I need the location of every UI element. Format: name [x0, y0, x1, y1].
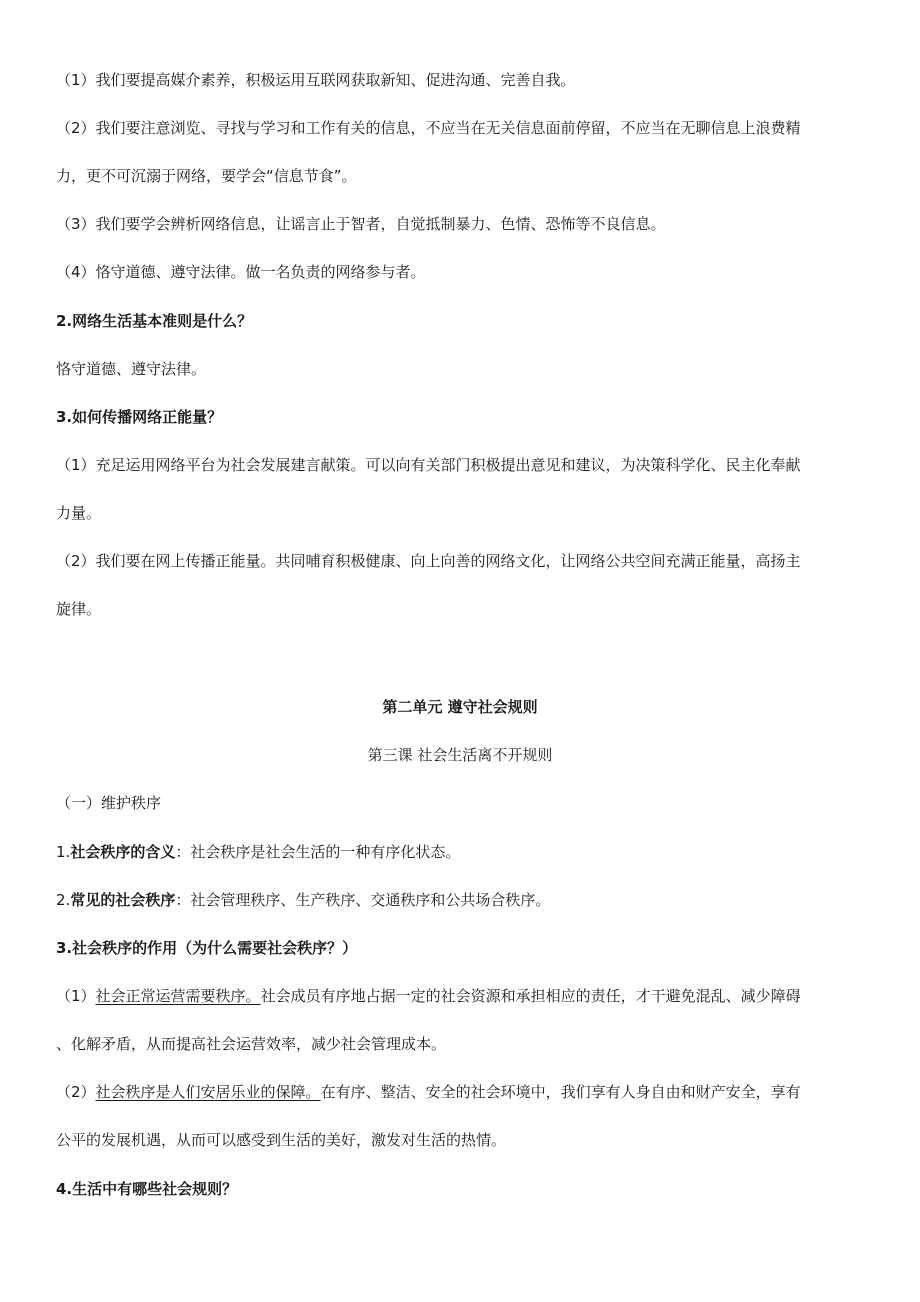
definition-social-order	[56, 842, 866, 862]
question-social-rules: 4.生活中有哪些社会规则？	[56, 1180, 238, 1198]
reason-number: （2）	[56, 1083, 96, 1101]
paragraph-browse-info: （2）我们要注意浏览、寻找与学习和工作有关的信息，不应当在无关信息面前停留，不应当在无聊信息上浪费精	[56, 119, 801, 137]
question-3-answer-1-cont: 力量。	[56, 504, 102, 522]
definition-text: ：社会管理秩序、生产秩序、交通秩序和公共场合秩序。	[175, 891, 551, 909]
paragraph-ethics-law: （4）恪守道德、遵守法律。做一名负责的网络参与者。	[56, 263, 426, 281]
paragraph-browse-info-cont: 力，更不可沉溺于网络，要学会“信息节食”。	[56, 167, 357, 185]
reason-1-text: 社会成员有序地占据一定的社会资源和承担相应的责任，才干避免混乱、减少障碍	[260, 987, 801, 1005]
definition-text: ：社会秩序是社会生活的一种有序化状态。	[175, 843, 461, 861]
reason-1-cont: 、化解矛盾，从而提高社会运营效率，减少社会管理成本。	[56, 1035, 447, 1053]
reason-number: （1）	[56, 987, 96, 1005]
term-common-orders: 常见的社会秩序	[70, 891, 176, 909]
common-social-orders	[56, 890, 866, 910]
question-social-order-role: 3.社会秩序的作用（为什么需要社会秩序？）	[56, 939, 358, 957]
question-2-answer: 恪守道德、遵守法律。	[56, 360, 207, 378]
lesson-title: 第三课 社会生活离不开规则	[367, 746, 553, 764]
paragraph-media-literacy: （1）我们要提高媒介素养，积极运用互联网获取新知、促进沟通、完善自我。	[56, 71, 576, 89]
reason-2	[56, 1082, 866, 1102]
item-number: 2.	[56, 891, 71, 909]
unit-title: 第二单元 遵守社会规则	[382, 698, 538, 716]
question-3-heading: 3.如何传播网络正能量？	[56, 408, 223, 426]
question-2-heading: 2.网络生活基本准则是什么？	[56, 312, 253, 330]
reason-1-key-point: 社会正常运营需要秩序。	[95, 987, 261, 1005]
question-3-answer-2-cont: 旋律。	[56, 600, 102, 618]
term-social-order-meaning: 社会秩序的含义	[70, 843, 176, 861]
reason-2-key-point: 社会秩序是人们安居乐业的保障。	[95, 1083, 321, 1101]
item-number: 1.	[56, 843, 71, 861]
paragraph-discern-info: （3）我们要学会辨析网络信息，让谣言止于智者，自觉抵制暴力、色情、恐怖等不良信息。	[56, 215, 666, 233]
reason-2-cont: 公平的发展机遇，从而可以感受到生活的美好，激发对生活的热情。	[56, 1131, 507, 1149]
reason-1	[56, 986, 866, 1006]
reason-2-text: 在有序、整洁、安全的社会环境中，我们享有人身自由和财产安全，享有	[320, 1083, 801, 1101]
question-3-answer-2: （2）我们要在网上传播正能量。共同哺育积极健康、向上向善的网络文化，让网络公共空间充满正能量，高扬主	[56, 552, 801, 570]
section-heading-maintain-order: （一）维护秩序	[56, 794, 162, 812]
question-3-answer-1: （1）充足运用网络平台为社会发展建言献策。可以向有关部门积极提出意见和建议，为决策科学化、民主化奉献	[56, 456, 801, 474]
